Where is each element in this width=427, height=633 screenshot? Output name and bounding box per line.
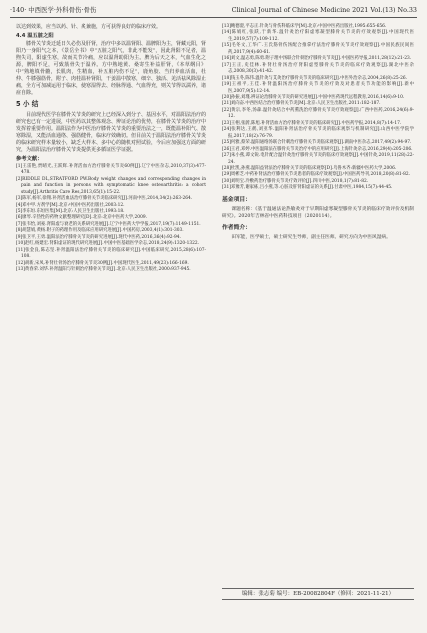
reference-item: [31]邓豫芳,谢家栋,吕小燕,等.心脏及肝肾阳虚证的关系[J].甘肃中医,1984,15(7):44-45.: [222, 185, 393, 191]
reference-item: [29]周彬芝.中药补肾法治疗膝骨关节炎患者的临床疗效观察[J].中国医药导刊,2018,20(8):81-82.: [222, 172, 410, 178]
reference-item: [7]张韦怡,刘豪.肾阳虚与衰老的关系研究进展[J].辽宁中医药大学学报,2017,19(7):1149-1151.: [16, 221, 201, 227]
reference-item: [21]刘向奋.中西医结合治疗膝骨关节炎[M].北京:人民卫生出版社,2011:182-187.: [222, 101, 381, 107]
fund-body: 课题名称：《基于温通法论热敏灸对于早期阳虚寒凝型膝骨关节炎的临床疗效评价及机制研究》。2020年吉林省中医药科技项目（2020114）。: [222, 206, 414, 219]
reference-item: [8]胡慧娟,黄杨.附子的药理作用及临床应用研究进展[J].中国药房,2003,4(1):301-303.: [16, 228, 184, 234]
fund-title: 基金项目：: [222, 196, 251, 203]
header-left: ·140· 中西医学·外科骨伤·骨伤: [10, 6, 97, 14]
reference-item: [19]王祖平,王佳.补肾温阳汤治疗膝骨关节炎的疗效及对患者关节功能的影响[J].新中医,2007,9(5):12-14.: [222, 82, 414, 94]
author-title: 作者简介：: [222, 224, 251, 231]
reference-item: [5]李东垣.东垣医集[M].北京:人民卫生出版社,1993:18.: [16, 209, 125, 215]
reference-item: [27]朱小燕,谭文锐.电针配合温针灸治疗膝骨关节炎的临床疗效观察[J].中国针灸,2019,11(28):22-24.: [222, 153, 414, 165]
reference-item: [30]刘明宝.冷敷药治疗膝骨关节炎疗效评价[J].四川中医,2018,1(7):81-82.: [222, 178, 369, 184]
reference-item: [13]黄春荣.刘华.补肾温阳与针刺治疗膝骨关节炎[J].北京:人民卫生出版社,2000:937-945.: [16, 267, 191, 273]
author-body: 田军能，医学硕士，硕士研究生导师，副主任医师。研究方向为中医风湿病。: [231, 234, 391, 240]
reference-item: [16]刘文,温志勇,陈勇.附子理中汤联合针刺治疗膝骨关节炎[J].中国医药导报,2011,28(12):21-23.: [222, 56, 412, 62]
references-title: 参考文献：: [16, 155, 43, 162]
reference-item: [23]王栩,张蔚,陈旭.补肾活血方治疗膝骨关节炎的临床研究[J].中医药学报,2014,8(7):14-17.: [222, 120, 402, 126]
references-list-right: [222, 24, 414, 192]
reference-item: [17]王正,史佳林.补肾壮骨汤治疗肾阳虚型膝骨关节炎的临床疗效观察[J].湖北中医杂志,2008,30(3):41-42.: [222, 62, 414, 75]
reference-item: [11]张金良,陈志坚.补肾温阳法治疗膝骨关节炎的临床研究[J].中国临床研究,2015,28(6):107-108.: [16, 247, 206, 260]
reference-item: [20]孙振,刘瑾.辨证论治膝骨关节炎的研究进展[J].中国中医药现代远程教育,2016,14(6):9-10.: [222, 94, 405, 100]
left-column: [16, 24, 206, 274]
reference-item: [26]王君,邓婷.中医温阳法在膝骨关节炎治疗中的应用研究[J].上海针灸杂志,2016,29(4):205-206.: [222, 146, 413, 152]
section-5-body: 目前现代医学在膝骨关节炎的研究上已经深入到分子、基因水平，对温阳法治疗的研究也已有一定进展，中医药以其整体观念、辨证论治的优势，在膝骨关节炎的治疗中发挥着重要作用。温阳法作为中医治疗膝骨关节炎的重要治法之一，既能温补阳气、散寒除湿，又能活血通络、强筋健骨，临床疗效确切。但目前关于温阳法治疗膝骨关节炎的临床研究样本量较小，缺乏大样本、多中心的随机对照试验，今后应加强这方面的研究，为温阳法治疗膝骨关节炎提供更多循证医学证据。: [16, 111, 207, 153]
reference-item: [9]张卫平,王勇.温阳法治疗膝骨关节炎的研究进展[J].现代中医药,2016,36(4):92-94.: [16, 234, 181, 240]
reference-item: [1]王雷艳,贾晴光,王跃辉.补肾活血方治疗膝骨关节炎60例[J].辽宁中医杂志,2010,37(3):477-478.: [16, 163, 206, 176]
reference-item: [15]毛冬文,工华广.王氏筋骨伤汤配合推拿疗法治疗膝骨关节炎疗效观察[J].中国民族民间医药,2017,9(4):60-61.: [222, 43, 414, 55]
right-column: [222, 24, 414, 241]
editor-line: 编辑：张志菊 编号：EB-20082804F（修回：2021-11-21）: [222, 588, 414, 600]
reference-item: [28]杜凯,孙燕.温阳益肾法治疗膝骨关节炎的临床观察[D].乌鲁木齐:新疆中医药大学,2006.: [222, 165, 397, 171]
reference-item: [3]陈军,杨军,徐翔.补肾活血法治疗膝骨关节炎临床研究[J].河南中医,2014,34(2):263-264.: [16, 196, 193, 202]
reference-item: [14]陈娟红,张跃,于新华.温针灸治疗阳虚寒凝型膝骨关节炎的疗效观察[J].中国现代医生,2019,57(7):109-112.: [222, 30, 414, 42]
reference-item: [6]廖琴.辛热性的药物文献整理研究[D].北京:北京中医药大学,2009.: [16, 215, 147, 221]
references-list-left: [16, 164, 206, 274]
section-4-4-title: 4.4 温五脏之阳: [16, 33, 54, 40]
reference-item: [25]何雅,蔡荣.温阳通络汤联合针刺治疗膝骨关节炎临床观察[J].湖南中医杂志,2017,49(2):94-97.: [222, 140, 412, 146]
reference-item: [10]赵红,杨建宏.肾阳虚证的现代研究进展[J].中国中医基础医学杂志,2018,24(9):1320-1322.: [16, 241, 200, 247]
reference-item: [4]邓中甲.方剂学[M].北京:中国中医药出版社,2003:12.: [16, 202, 125, 208]
reference-item: [24]张利达,王鹤,刘亚华.温阳补肾法治疗骨关节炎的临床观察与机制研究[J].山西中医学院学报,2017,18(2):76-79.: [222, 127, 414, 139]
section-4-4-body: 膝骨关节炎迁延日久必伤及肝肾，治疗中多以温肾阳、温脾阳为主，肾藏元阳，肾阳乃一身阳气之本，《景岳全书》中“五脏之阳气，非此不能发”，因此肾阳不足者，温煦失司，阳虚生寒，故而关节冷痛，应以温肾助阳为主。脾为后天之本，气血生化之源，脾阳不足，可致筋骨失于温养。方中熟地黄、桑寄生补益肝肾，《本草纲目》中“熟地填骨髓，长肌肉，生精血，补五脏内伤不足”，鹿角胶、当归养血活血，杜仲、牛膝强筋骨，附子、肉桂温补肾阳，干姜温中散寒，细辛、独活、羌活祛风除湿止痛，全方可加减运用于临床，使寒湿得去、经脉得通、气血得充，则关节得以濡养，诸症自除。: [16, 41, 207, 97]
reference-item: [18]钱玉冬,陈伟.温针灸与艾灸治疗膝骨关节炎的临床研究[J].中医外治杂志,2004,26(8):25-26.: [222, 75, 408, 81]
page-header: [10, 3, 417, 18]
reference-item: [13]鲍德澄,平志正.针灸与骨伤科临床学[M].北京:中国中医药出版社,1995:655-656.: [222, 24, 387, 29]
reference-item: [12]胡新,宋凤.补肾壮骨汤治疗膝骨关节炎30例[J].中国现代医生,2011,49(23):166-169.: [16, 260, 189, 266]
reference-item: [22]黄宗,李冬,汤森.温针灸结合中药熏洗治疗膝骨关节炎疗效观察[J].广西中医药,2016,24(6):9-12.: [222, 107, 414, 120]
header-right: Clinical Journal of Chinese Medicine 2021 Vol.(13) No.33: [231, 6, 417, 14]
section-5-title: 5 小 结: [16, 100, 39, 109]
reference-item: [2]RIDDLE DL,STRATFORD PW.Body weight changes and corresponding changes in pain and function in persons with symptomatic knee osteoarthritis: a cohort study[J].Arthritis Care Res,2013,65(1):15-22.: [16, 176, 206, 195]
intro-paragraph: 以达到效果，应当以药、针、炙兼施，方可获得良好的临床疗效。: [16, 24, 162, 30]
